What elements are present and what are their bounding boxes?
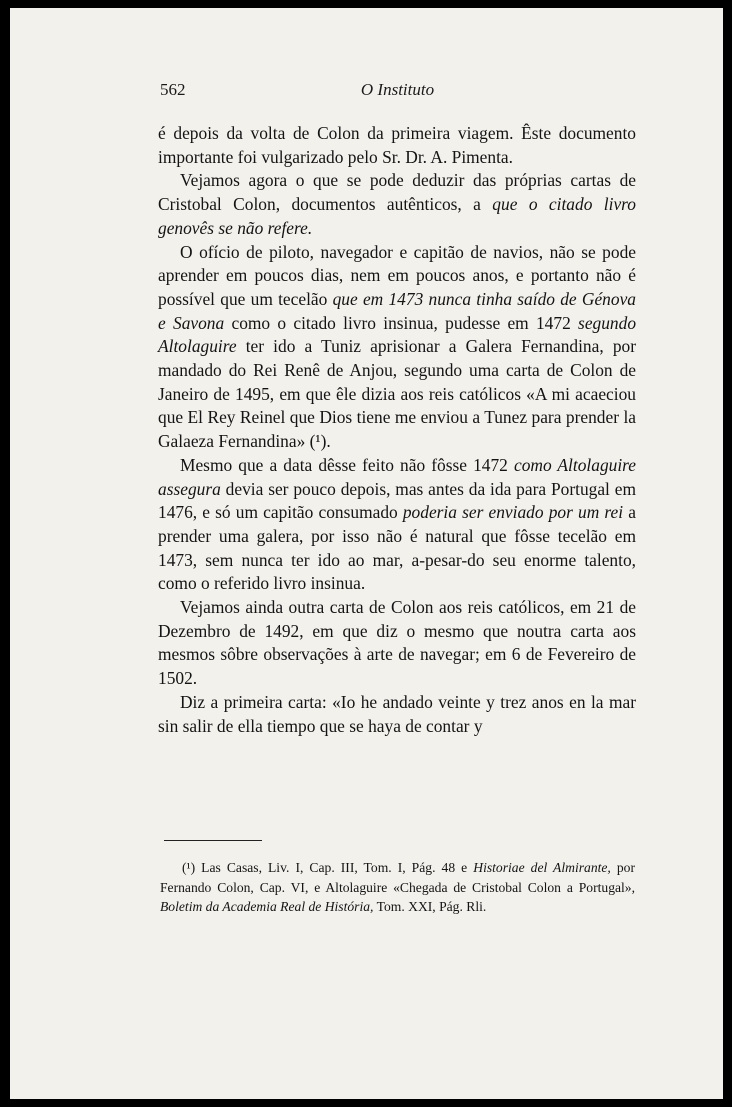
italic-text-run: poderia ser enviado por um rei <box>402 502 624 523</box>
italic-text-run: que o citado livro genovês se não refere. <box>158 194 636 238</box>
text-run: Mesmo que a data dêsse feito não fôsse 1472 <box>180 454 514 475</box>
book-page <box>10 8 723 1099</box>
footnote-paragraph <box>160 858 635 917</box>
paragraph <box>158 596 636 691</box>
text-run: como o citado livro insinua, pudesse em 1472 <box>224 312 579 333</box>
paragraph <box>158 169 636 240</box>
italic-text-run: como Altolaguire assegura <box>158 454 637 499</box>
text-run: ter ido a Tuniz aprisionar a Galera Fernandina, por mandado do Rei Renê de Anjou, segundo uma carta de Colon de Janeiro de 1495, em que êle dizia aos reis católicos «A mi acaeciou que El Rey Reinel que Dios tiene me enviou a Tunez para prender la Galaeza Fernandina» (¹). <box>158 336 636 452</box>
paragraph <box>158 691 636 738</box>
text-run: devia ser pouco depois, mas antes da ida para Portugal em 1476, e só um capitão consumado <box>158 478 636 523</box>
paragraph <box>158 241 636 454</box>
paragraph <box>158 122 636 169</box>
text-run: O ofício de piloto, navegador e capitão de navios, não se pode aprender em poucos dias, nem em poucos anos, e portanto não é possível que um tecelão <box>158 241 636 309</box>
text-run: Diz a primeira carta: «Io he andado veinte y trez anos en la mar sin salir de ella tiempo que se haya de contar y <box>158 691 636 736</box>
text-run: a prender uma galera, por isso não é natural que fôsse tecelão em 1473, sem nunca ter ido ao mar, a-pesar-do seu enorme talento, como o referido livro insinua. <box>158 502 636 594</box>
text-run: por Fernando Colon, Cap. VI, e Altolaguire «Chegada de Cristobal Colon a Portugal», <box>160 860 635 895</box>
text-run: (¹) Las Casas, Liv. I, Cap. III, Tom. I, Pág. 48 e <box>182 860 474 875</box>
italic-text-run: Historiae del Almirante, <box>473 860 611 875</box>
text-run: Tom. XXI, Pág. Rli. <box>373 899 487 915</box>
italic-text-run: que em 1473 nunca tinha saído de Génova e Savona <box>158 288 636 333</box>
italic-text-run: segundo Altolaguire <box>158 312 637 357</box>
text-run: Vejamos agora o que se pode deduzir das próprias cartas de Cristobal Colon, documentos autênticos, a <box>158 170 636 215</box>
text-run: é depois da volta de Colon da primeira viagem. Êste documento importante foi vulgarizado pelo Sr. Dr. A. Pimenta. <box>158 123 636 167</box>
body-text <box>158 122 636 738</box>
footnote-rule <box>164 840 262 841</box>
italic-text-run: Boletim da Academia Real de História, <box>160 899 374 915</box>
running-title: O Instituto <box>360 80 435 99</box>
page-number: 562 <box>160 80 186 99</box>
footnote <box>160 858 635 917</box>
paragraph <box>158 454 636 596</box>
text-run: Vejamos ainda outra carta de Colon aos reis católicos, em 21 de Dezembro de 1492, em que diz o mesmo que noutra carta aos mesmos sôbre observações à arte de navegar; em 6 de Fevereiro de 1502. <box>158 597 636 689</box>
